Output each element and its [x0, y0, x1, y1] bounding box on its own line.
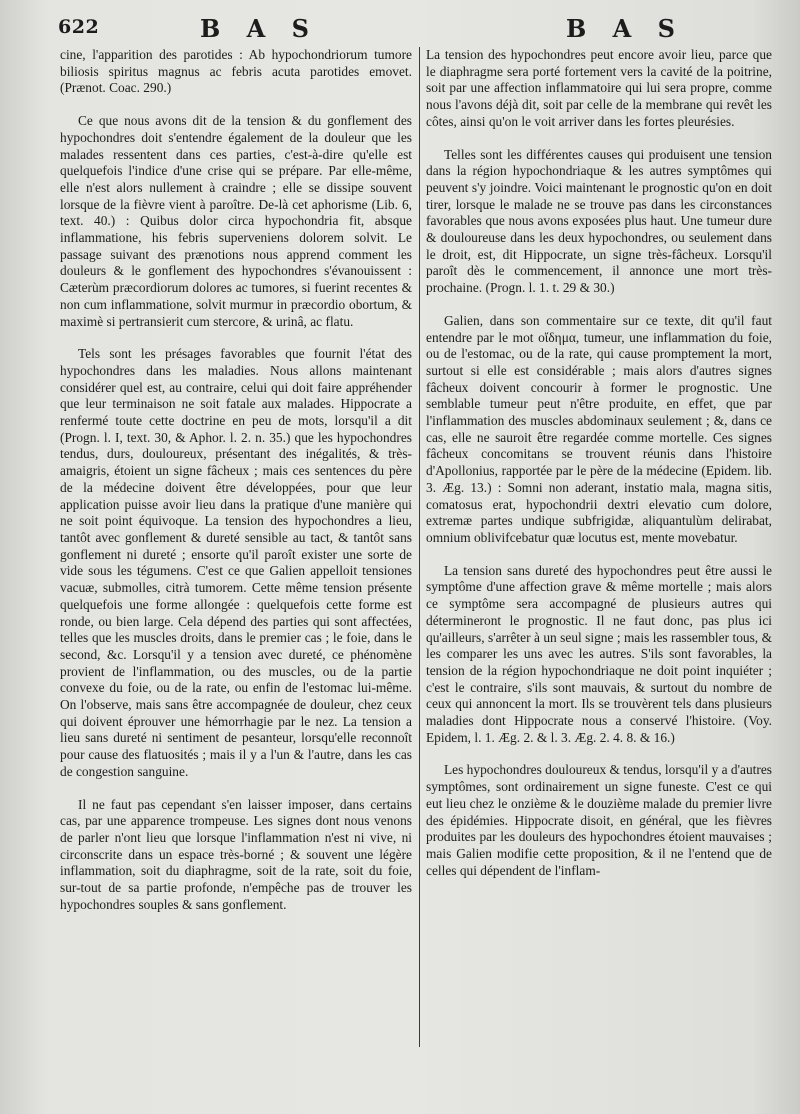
- paragraph: La tension sans dureté des hypochondres peut être aussi le symptôme d'une affection grave & même mortelle ; mais alors ce symptôme sera accompagné de plusieurs autres qui détermineront le prognostic. Il ne faut donc, pas plus ici qu'ailleurs, s'arrêter à un seul signe ; mais les rassembler tous, & les comparer les uns avec les autres. S'ils sont favorables, la tension de la région hypochondriaque ne doit point inquiéter ; c'est le contraire, s'ils sont mauvais, & surtout du nombre de ceux qui annoncent la mort. Ils se trouvèrent tels dans plusieurs maladies dont Hippocrate nous a conservé l'histoire. (Voy. Epidem, l. 1. Æg. 2. & l. 3. Æg. 2. 4. 8. & 16.): [426, 562, 772, 745]
- column-divider: [419, 47, 420, 1047]
- paragraph: Tels sont les présages favorables que fournit l'état des hypochondres dans les maladies. Nous allons maintenant considérer quel est, au contraire, celui qui doit faire appréhender que leur terminaison ne soit fatale aux malades. Hippocrate a renfermé toute cette doctrine en peu de mots, lorsqu'il a dit (Progn. l. I, text. 30, & Aphor. l. 2. n. 35.) que les hypochondres tendus, durs, douloureux, présentant des inégalités, & très-amaigris, étoient un signe fâcheux ; mais ces sentences du père de la médecine doivent être développées, pour que leur application puisse avoir lieu dans la pratique d'une manière qui ne soit point équivoque. La tension des hypochondres a lieu, tantôt avec gonflement & dureté sensible au tact, & tantôt sans gonflement ni dureté ; ensorte qu'il paroît exister une sorte de vide sous les tégumens. C'est ce que Galien appelloit tensiones vacuæ, submolles, citrà tumorem. Cette même tension présente quelquefois une forme allongée : quelquefois cette forme est ronde, ou bien large. Cela dépend des parties qui sont affectées, telles que les muscles droits, dans le premier cas ; le foie, dans le second, &c. Lorsqu'il y a tension avec dureté, ce phénomène provient de l'inflammation, ou des muscles, ou de la partie convexe du foie, ou de la rate, ou enfin de l'estomac lui-même. On l'observe, mais sans être accompagnée de douleur, chez ceux qui doivent éprouver une hémorrhagie par le nez. La tension a lieu sans dureté ni sentiment de pesanteur, lorsqu'elle reconnoît pour cause des flatuosités ; mais il y a l'un & l'autre, dans les cas de congestion sanguine.: [60, 346, 412, 779]
- paragraph: cine, l'apparition des parotides : Ab hypochondriorum tumore biliosis spiritus magnus ac febris acuta parotides emovet. (Prænot. Coac. 290.): [60, 47, 412, 96]
- left-column: [60, 47, 412, 929]
- running-head-left: B A S: [200, 14, 318, 43]
- paragraph: Telles sont les différentes causes qui produisent une tension dans la région hypochondriaque & les autres symptômes qui peuvent s'y joindre. Voici maintenant le prognostic qu'on en doit tirer, lorsque le malade ne se trouve pas dans les circonstances favorables que nous avons exposées plus haut. Une tumeur dure & douloureuse dans les deux hypochondres, ou seulement dans le droit, est, dit Hippocrate, un signe très-fâcheux. Lorsqu'il paroît dès le commencement, il annonce une mort très-prochaine. (Progn. l. 1. t. 29 & 30.): [426, 146, 772, 296]
- page-number: 622: [58, 16, 100, 38]
- paragraph: Les hypochondres douloureux & tendus, lorsqu'il y a d'autres symptômes, sont ordinairement un signe funeste. C'est ce qui eut lieu chez le onzième & le douzième malade du premier livre des épidémies. Hippocrate disoit, en général, que les fièvres produites par les douleurs des hypochondres étoient mauvaises ; mais Galien modifie cette proposition, & il ne l'entend que de celles qui dépendent de l'inflam-: [426, 762, 772, 878]
- running-head-right: B A S: [566, 14, 684, 43]
- paragraph: Galien, dans son commentaire sur ce texte, dit qu'il faut entendre par le mot οἴδημα, tumeur, une inflammation du foie, ou de l'estomac, ou de la rate, qui cause promptement la mort, surtout si elle est considérable ; mais alors d'autres signes fâcheux doivent concourir à former le prognostic. Une semblable tumeur peut n'être produite, en effet, que par l'inflammation des muscles abdominaux seulement ; &, dans ce cas, elle ne sauroit être regardée comme mortelle. Ces signes fâcheux concomitans se trouvent réunis dans l'histoire d'Apollonius, rapportée par le père de la médecine (Epidem. lib. 3. Æg. 13.) : Somni non aderant, instatio mala, magna sitis, comatosus erat, hypochondrii dextri elevatio cum dolore, extremæ partes undique subfrigidæ, aliquantulùm delirabat, omnium oblivifcebatur quæ locutus est, mente movebatur.: [426, 312, 772, 545]
- paragraph: Ce que nous avons dit de la tension & du gonflement des hypochondres doit s'entendre également de la douleur que les malades ressentent dans ces parties, c'est-à-dire qu'elle est quelquefois l'indice d'une crise qui se prépare. Par elle-même, elle n'est alors nullement à craindre ; elle se dissipe souvent lorsque de la fièvre vient à paroître. De-là cet aphorisme (Lib. 6, text. 40.) : Quibus dolor circa hypochondria fit, absque inflammatione, his febris superveniens dolorem solvit. Le passage suivant des prænotions nous apprend comment les douleurs & le gonflement des hypochondres s'évanouissent : Cæterùm præcordiorum dolores ac tumores, si fuerint recentes & non cum inflammatione, solvit murmur in præcordio obortum, & maximè si pertransierit cum stercore, & urinâ, ac flatu.: [60, 113, 412, 329]
- page-header: [58, 10, 772, 44]
- right-column: [426, 47, 772, 895]
- paragraph: Il ne faut pas cependant s'en laisser imposer, dans certains cas, par une apparence trompeuse. Les signes dont nous venons de parler n'ont lieu que lorsque l'inflammation n'est ni vive, ni circonscrite dans un espace très-borné ; & souvent une légère inflammation, soit du diaphragme, soit de la rate, soit du foie, sur-tout de sa partie profonde, n'empêche pas de trouver les hypochondres souples & sans gonflement.: [60, 796, 412, 912]
- paragraph: La tension des hypochondres peut encore avoir lieu, parce que le diaphragme sera porté fortement vers la cavité de la poitrine, soit par une affection inflammatoire qui lui sera propre, comme nous l'avons déjà dit, soit par celle de la membrane qui revêt les côtes, ainsi qu'on le voit arriver dans les fortes pleurésies.: [426, 47, 772, 129]
